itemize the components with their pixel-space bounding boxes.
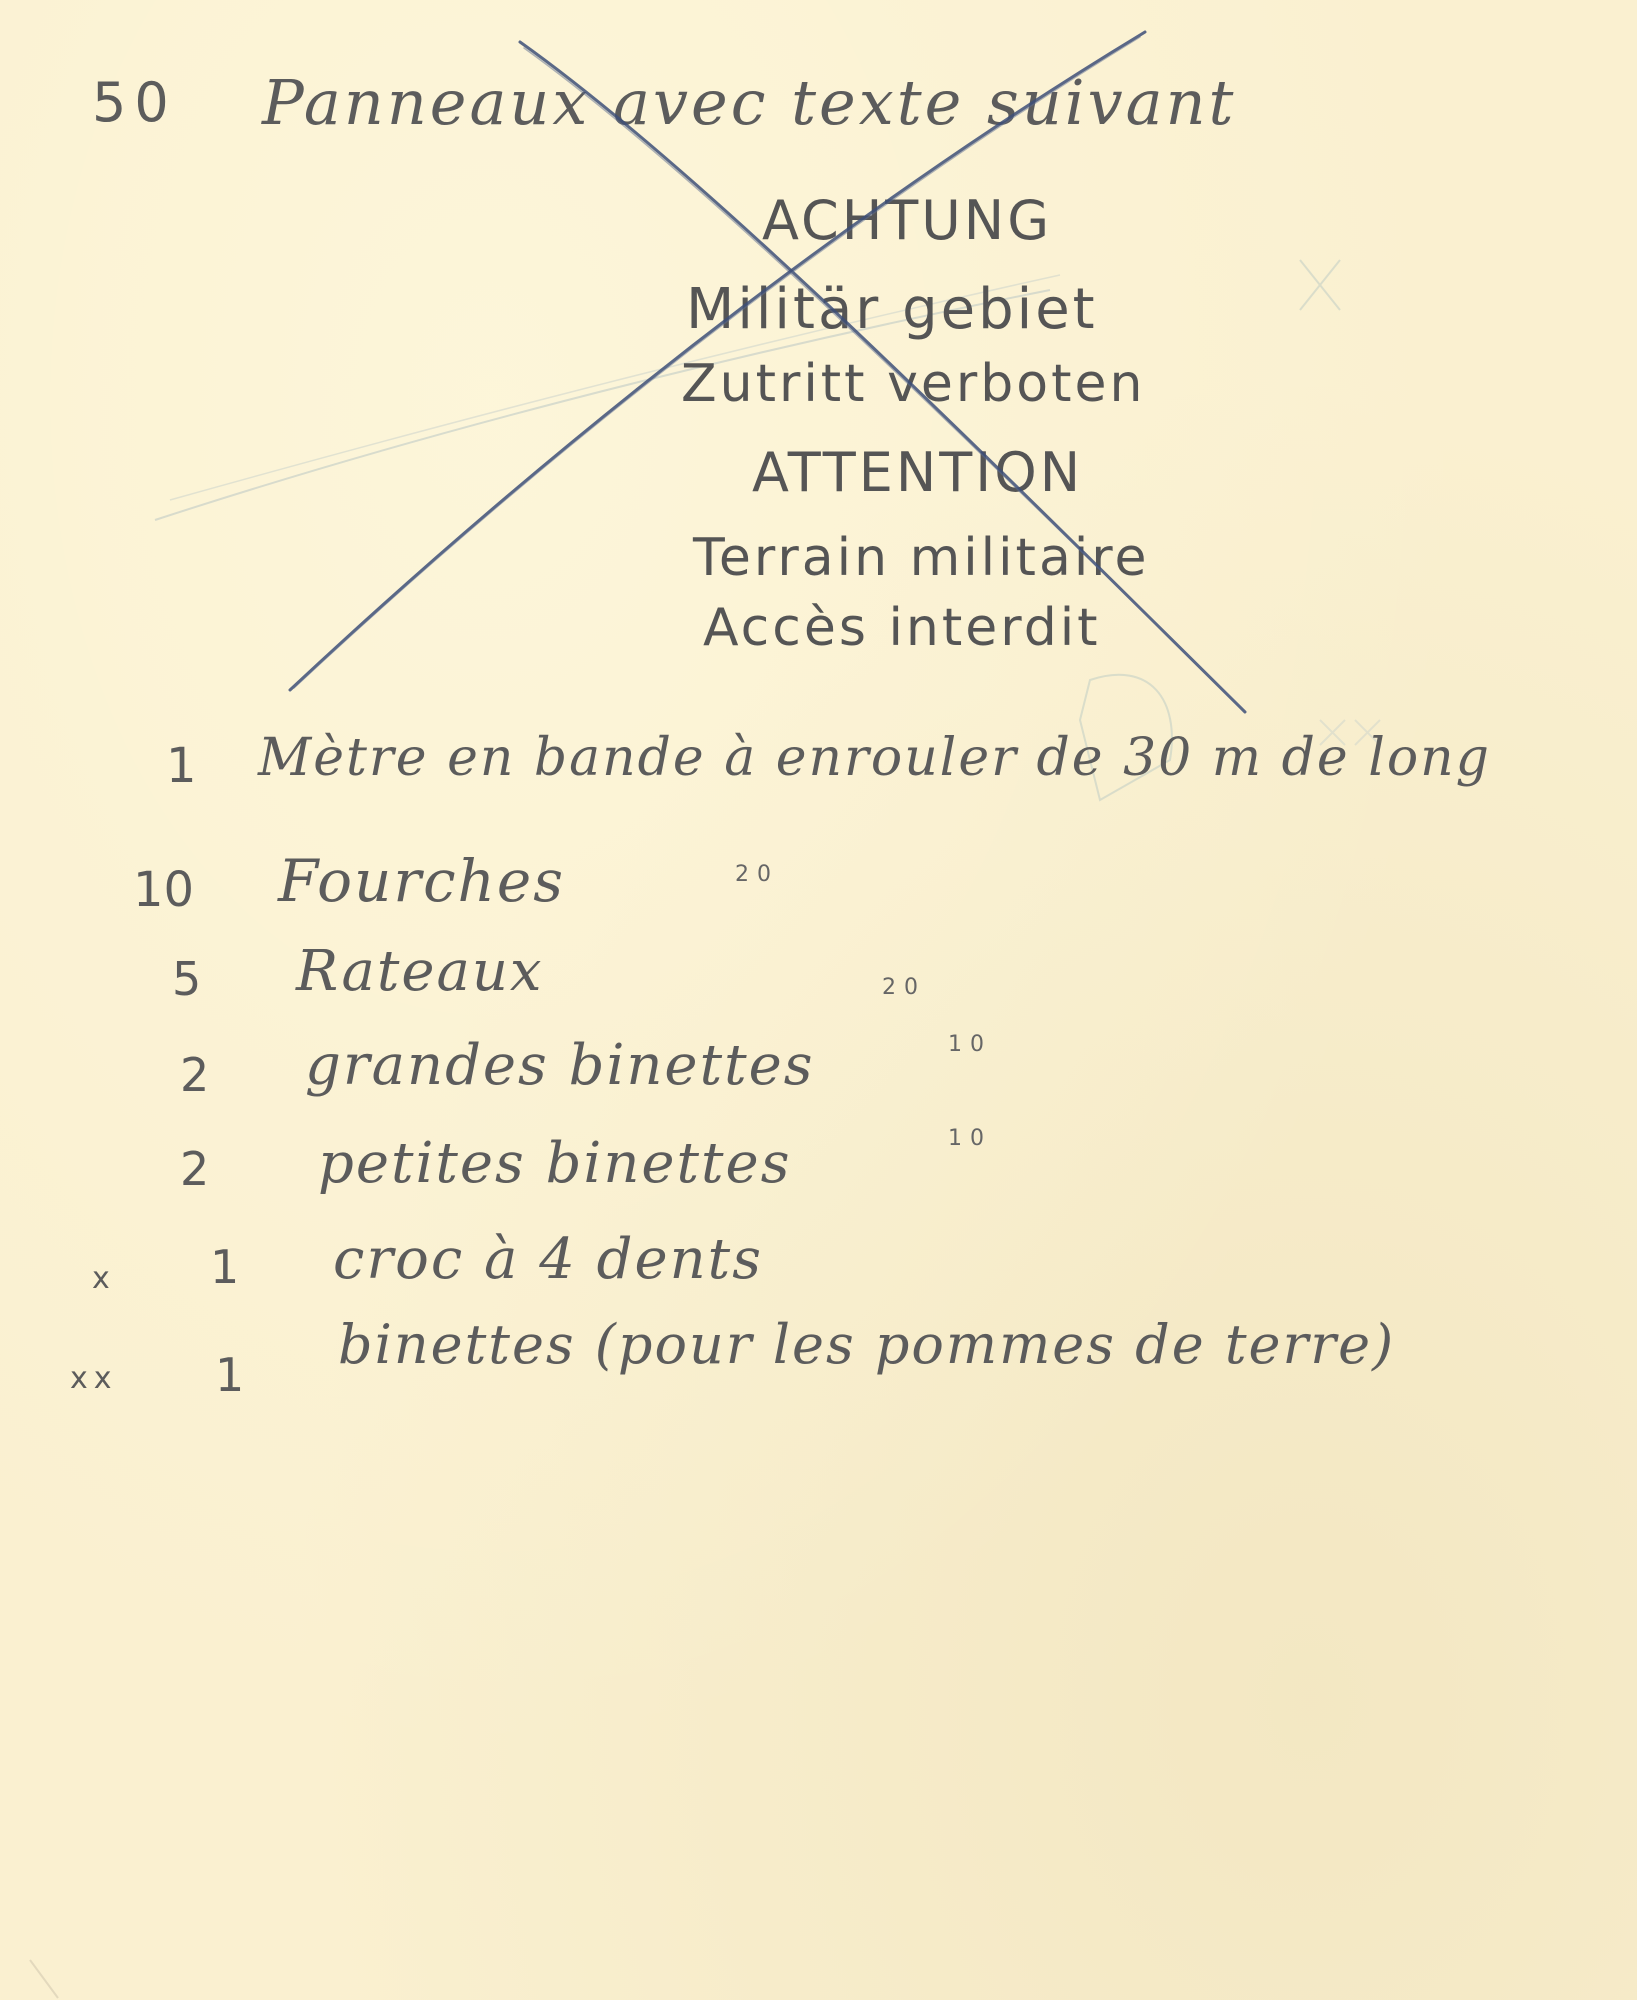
- item-note: 20: [882, 975, 926, 1000]
- header-quantity: 50: [92, 71, 177, 134]
- german-line-1: Militär gebiet: [686, 277, 1098, 342]
- item-label: Fourches: [278, 847, 565, 915]
- german-heading: ACHTUNG: [762, 189, 1053, 252]
- item-quantity: 1: [215, 1348, 245, 1402]
- french-line-1: Terrain militaire: [693, 528, 1150, 588]
- item-quantity: 10: [133, 862, 195, 918]
- item-quantity: 5: [172, 952, 202, 1006]
- item-label: petites binettes: [318, 1131, 792, 1196]
- item-quantity: 1: [166, 738, 197, 794]
- item-label: Mètre en bande à enrouler de 30 m de long: [258, 728, 1491, 788]
- item-quantity: 2: [180, 1142, 210, 1196]
- item-note: 20: [735, 862, 779, 887]
- german-line-2: Zutritt verboten: [681, 354, 1146, 414]
- french-heading: ATTENTION: [752, 441, 1084, 504]
- item-label: grandes binettes: [305, 1033, 815, 1098]
- item-quantity: 2: [180, 1048, 210, 1102]
- item-marker: x: [92, 1261, 116, 1296]
- item-label: binettes (pour les pommes de terre): [338, 1313, 1396, 1376]
- item-marker: xx: [70, 1361, 118, 1396]
- item-quantity: 1: [210, 1240, 240, 1294]
- item-note: 10: [948, 1126, 992, 1151]
- item-note: 10: [948, 1032, 992, 1057]
- item-label: croc à 4 dents: [333, 1227, 763, 1292]
- item-label: Rateaux: [296, 939, 544, 1004]
- header-text: Panneaux avec texte suivant: [262, 66, 1237, 139]
- french-line-2: Accès interdit: [703, 598, 1101, 658]
